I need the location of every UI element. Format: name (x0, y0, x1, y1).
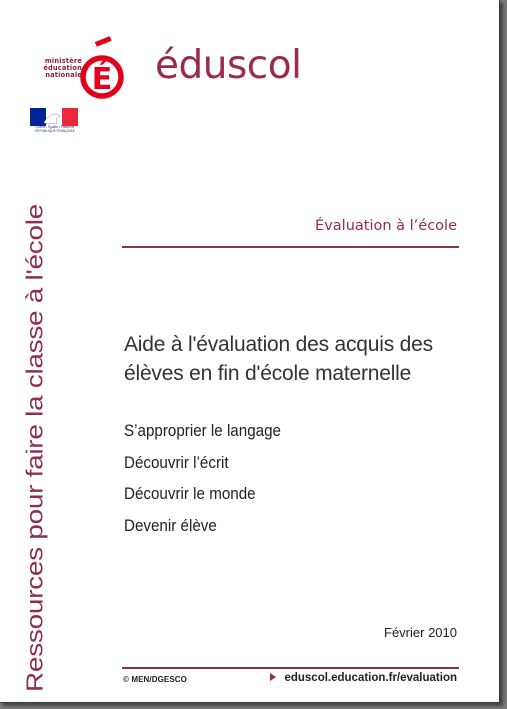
logo-letter: É (91, 62, 113, 97)
triangle-right-icon (270, 673, 276, 681)
republic-caption (30, 126, 80, 133)
ministry-line-3: nationale (45, 71, 82, 79)
publication-date: Février 2010 (384, 625, 457, 640)
circled-e-logo-icon (80, 36, 126, 108)
topic-item: Découvrir l’écrit (124, 453, 229, 472)
ministry-wordmark (30, 58, 82, 79)
eduscol-evaluation-link[interactable] (270, 672, 457, 684)
topic-list (124, 416, 295, 542)
bottom-divider (122, 667, 459, 669)
link-text: eduscol.education.fr/evaluation (284, 672, 457, 684)
document-title (124, 330, 469, 388)
ministry-line-2: éducation (43, 64, 82, 72)
republic-motto: Liberté • Égalité • Fraternité (35, 125, 75, 129)
republic-name: RÉPUBLIQUE FRANÇAISE (35, 128, 75, 133)
eduscol-wordmark: éduscol (155, 43, 302, 88)
topic-item: Devenir élève (124, 516, 217, 535)
copyright-notice: © MEN/DGESCO (123, 675, 187, 684)
side-title: Ressources pour faire la classe à l'école (22, 204, 48, 692)
title-line-1: Aide à l'évaluation des acquis des (124, 333, 433, 356)
ministry-line-1: ministère (44, 57, 82, 65)
top-divider (122, 246, 459, 248)
title-line-2: élèves en fin d'école maternelle (124, 362, 412, 385)
section-label: Évaluation à l’école (315, 218, 457, 234)
topic-item: Découvrir le monde (124, 485, 256, 503)
topic-item: S’approprier le langage (124, 422, 281, 440)
